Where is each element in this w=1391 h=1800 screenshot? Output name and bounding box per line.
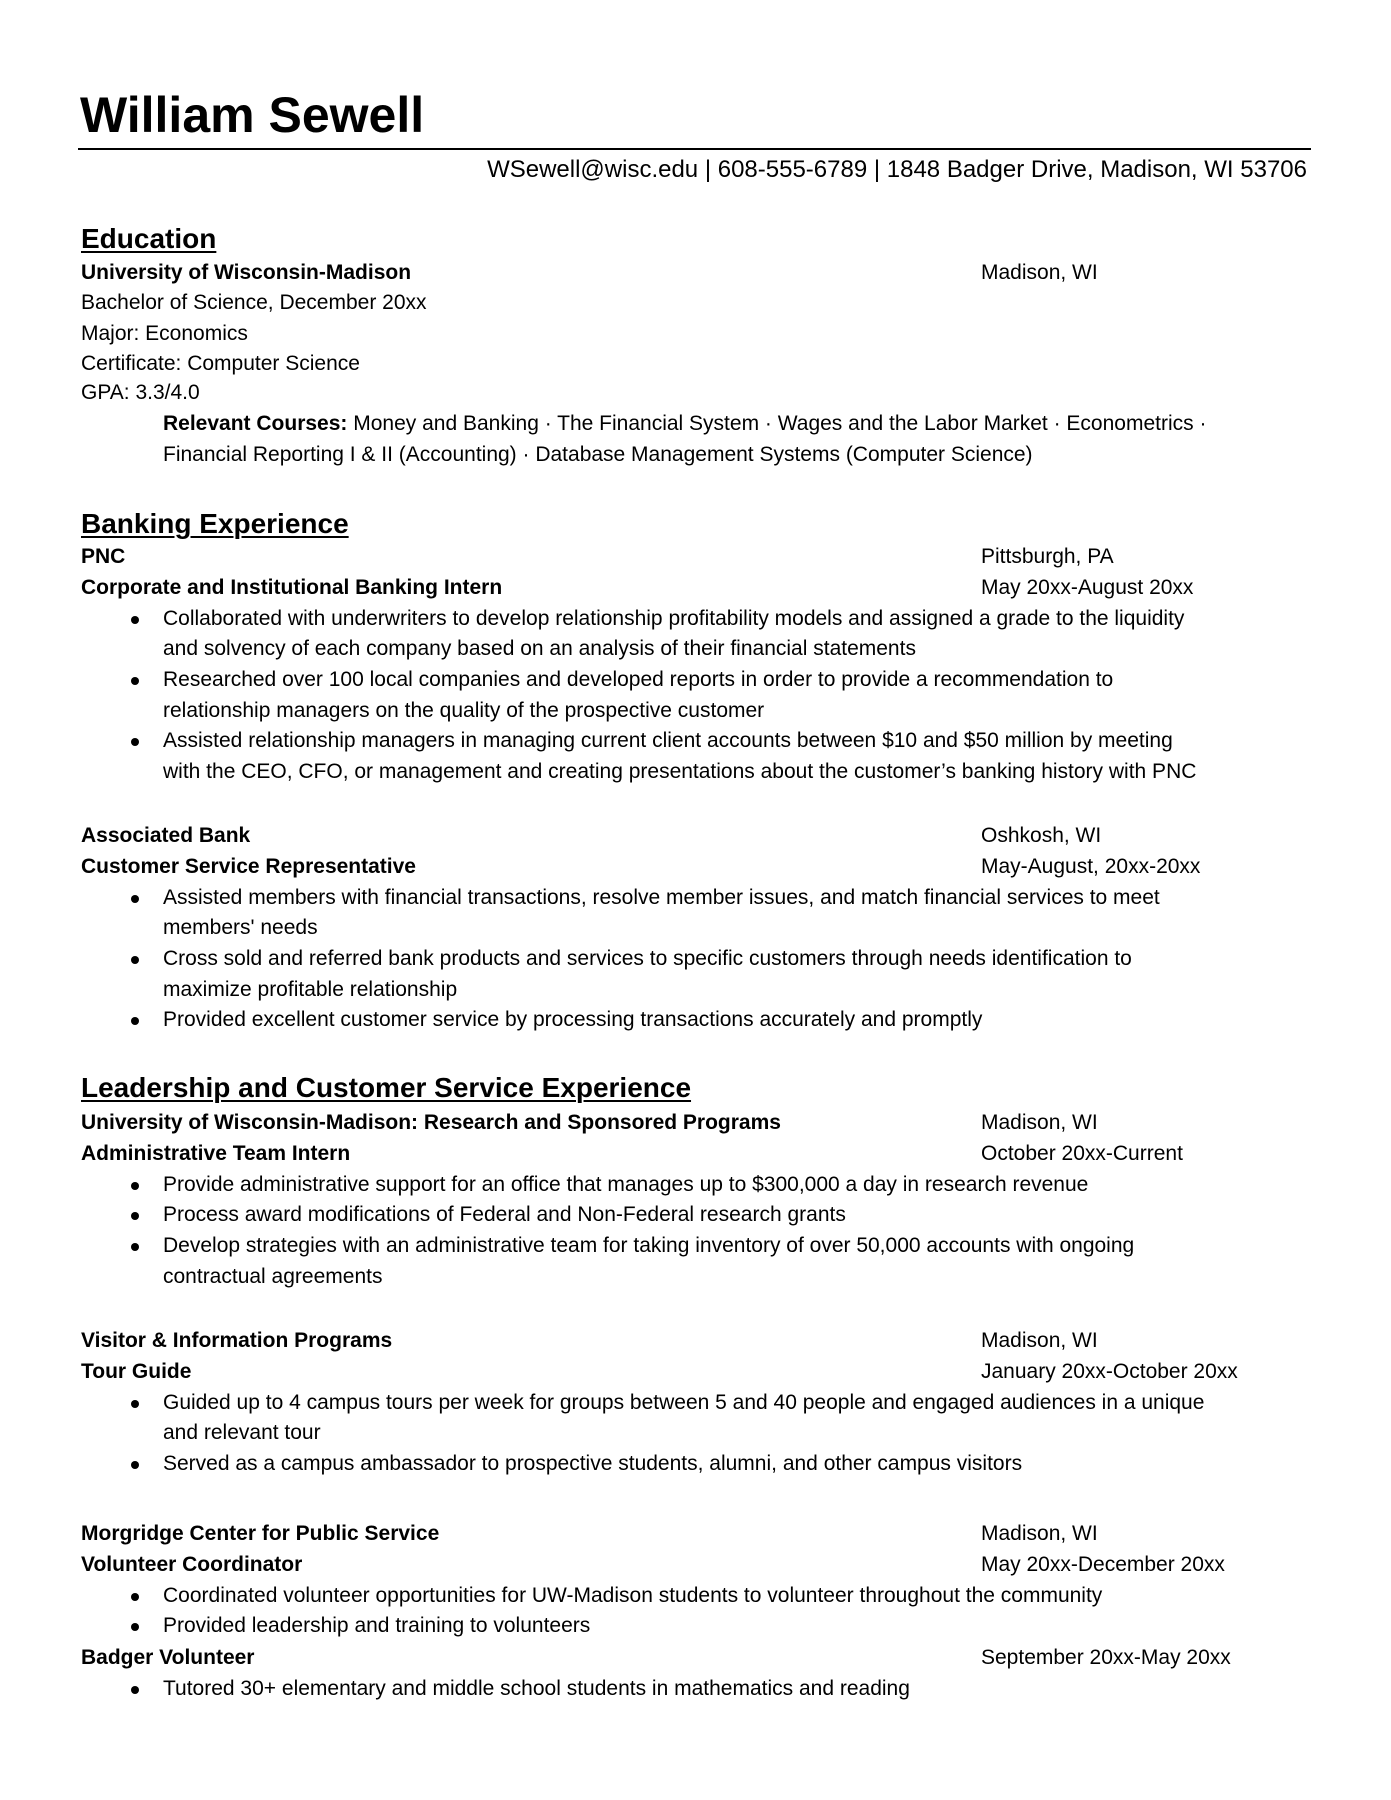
bullet-text: with the CEO, CFO, or management and creating presentations about the customer’s banking history with PNC	[163, 759, 1197, 783]
bullet-text: maximize profitable relationship	[163, 977, 458, 1001]
organization-name: PNC	[81, 545, 126, 568]
bullet-text: Develop strategies with an administrative team for taking inventory of over 50,000 accounts with ongoing	[163, 1233, 1135, 1257]
job-title: Administrative Team Intern	[81, 1141, 351, 1165]
job-dates: May 20xx-December 20xx	[981, 1552, 1225, 1576]
bullet-text: Collaborated with underwriters to develop relationship profitability models and assigned a grade to the liquidity	[163, 606, 1185, 630]
bullet-text: Provided excellent customer service by processing transactions accurately and promptly	[163, 1008, 983, 1032]
bullet-icon	[131, 1400, 139, 1408]
bullet-icon	[131, 895, 139, 903]
bullet-text: Coordinated volunteer opportunities for UW-Madison students to volunteer throughout the community	[163, 1583, 1103, 1607]
bullet-text: Provided leadership and training to volunteers	[163, 1614, 591, 1638]
organization-name: Visitor & Information Programs	[81, 1329, 393, 1352]
job-dates: September 20xx-May 20xx	[981, 1645, 1231, 1669]
bullet-text: Provide administrative support for an office that manages up to $300,000 a day in research revenue	[163, 1172, 1089, 1196]
job-dates: May-August, 20xx-20xx	[981, 854, 1201, 878]
bullet-icon	[131, 1686, 139, 1694]
bullet-icon	[131, 677, 139, 685]
courses-list-cont: Financial Reporting I & II (Accounting) · Database Management Systems (Computer Science)	[163, 443, 1033, 466]
job-location: Oshkosh, WI	[981, 824, 1102, 847]
bullet-text: Assisted relationship managers in managing current client accounts between $10 and $50 million by meeting	[163, 729, 1173, 753]
bullet-text: Researched over 100 local companies and developed reports in order to provide a recommendation to	[163, 667, 1114, 691]
job-location: Pittsburgh, PA	[981, 545, 1114, 568]
candidate-name: William Sewell	[80, 87, 425, 143]
organization-name: Morgridge Center for Public Service	[81, 1522, 440, 1545]
bullet-text: Cross sold and referred bank products and services to specific customers through needs identification to	[163, 946, 1132, 970]
job-dates: October 20xx-Current	[981, 1141, 1183, 1165]
bullet-text: members' needs	[163, 916, 318, 940]
major: Major: Economics	[81, 322, 248, 345]
job-title: Tour Guide	[81, 1359, 192, 1383]
contact-info: WSewell@wisc.edu | 608-555-6789 | 1848 Badger Drive, Madison, WI 53706	[487, 156, 1307, 183]
bullet-text: contractual agreements	[163, 1264, 383, 1288]
job-title: Badger Volunteer	[81, 1645, 255, 1669]
bullet-icon	[131, 1182, 139, 1190]
bullet-text: Guided up to 4 campus tours per week for groups between 5 and 40 people and engaged audiences in a unique	[163, 1390, 1205, 1414]
bullet-text: relationship managers on the quality of the prospective customer	[163, 698, 765, 722]
courses-label: Relevant Courses:	[163, 412, 348, 435]
bullet-icon	[131, 1212, 139, 1220]
job-location: Madison, WI	[981, 1522, 1098, 1545]
bullet-icon	[131, 1461, 139, 1469]
certificate: Certificate: Computer Science	[81, 352, 360, 375]
organization-name: University of Wisconsin-Madison: Research and Sponsored Programs	[81, 1111, 781, 1134]
school-name: University of Wisconsin-Madison	[81, 261, 412, 284]
bullet-text: and solvency of each company based on an analysis of their financial statements	[163, 637, 916, 661]
degree: Bachelor of Science, December 20xx	[81, 291, 427, 314]
bullet-icon	[131, 1017, 139, 1025]
bullet-icon	[131, 1623, 139, 1631]
school-location: Madison, WI	[981, 261, 1098, 284]
bullet-icon	[131, 738, 139, 746]
bullet-icon	[131, 616, 139, 624]
bullet-text: Served as a campus ambassador to prospective students, alumni, and other campus visitors	[163, 1451, 1023, 1475]
job-dates: May 20xx-August 20xx	[981, 575, 1194, 599]
section-heading-education: Education	[81, 223, 217, 254]
courses-list: Money and Banking · The Financial System · Wages and the Labor Market · Econometrics ·	[347, 412, 1207, 435]
job-title: Volunteer Coordinator	[81, 1552, 303, 1576]
job-dates: January 20xx-October 20xx	[981, 1359, 1238, 1383]
bullet-text: Assisted members with financial transactions, resolve member issues, and match financial services to meet	[163, 885, 1160, 909]
job-location: Madison, WI	[981, 1329, 1098, 1352]
bullet-icon	[131, 956, 139, 964]
bullet-text: Process award modifications of Federal and Non-Federal research grants	[163, 1203, 846, 1227]
bullet-text: and relevant tour	[163, 1421, 321, 1445]
job-title: Corporate and Institutional Banking Intern	[81, 575, 503, 599]
job-location: Madison, WI	[981, 1111, 1098, 1134]
section-heading-leadership: Leadership and Customer Service Experience	[81, 1072, 692, 1103]
job-title: Customer Service Representative	[81, 854, 416, 878]
bullet-icon	[131, 1243, 139, 1251]
bullet-icon	[131, 1593, 139, 1601]
gpa: GPA: 3.3/4.0	[81, 381, 200, 404]
header-divider	[78, 148, 1311, 150]
section-heading-banking: Banking Experience	[81, 508, 349, 539]
organization-name: Associated Bank	[81, 824, 251, 847]
relevant-courses	[163, 410, 1206, 438]
bullet-text: Tutored 30+ elementary and middle school students in mathematics and reading	[163, 1677, 910, 1700]
